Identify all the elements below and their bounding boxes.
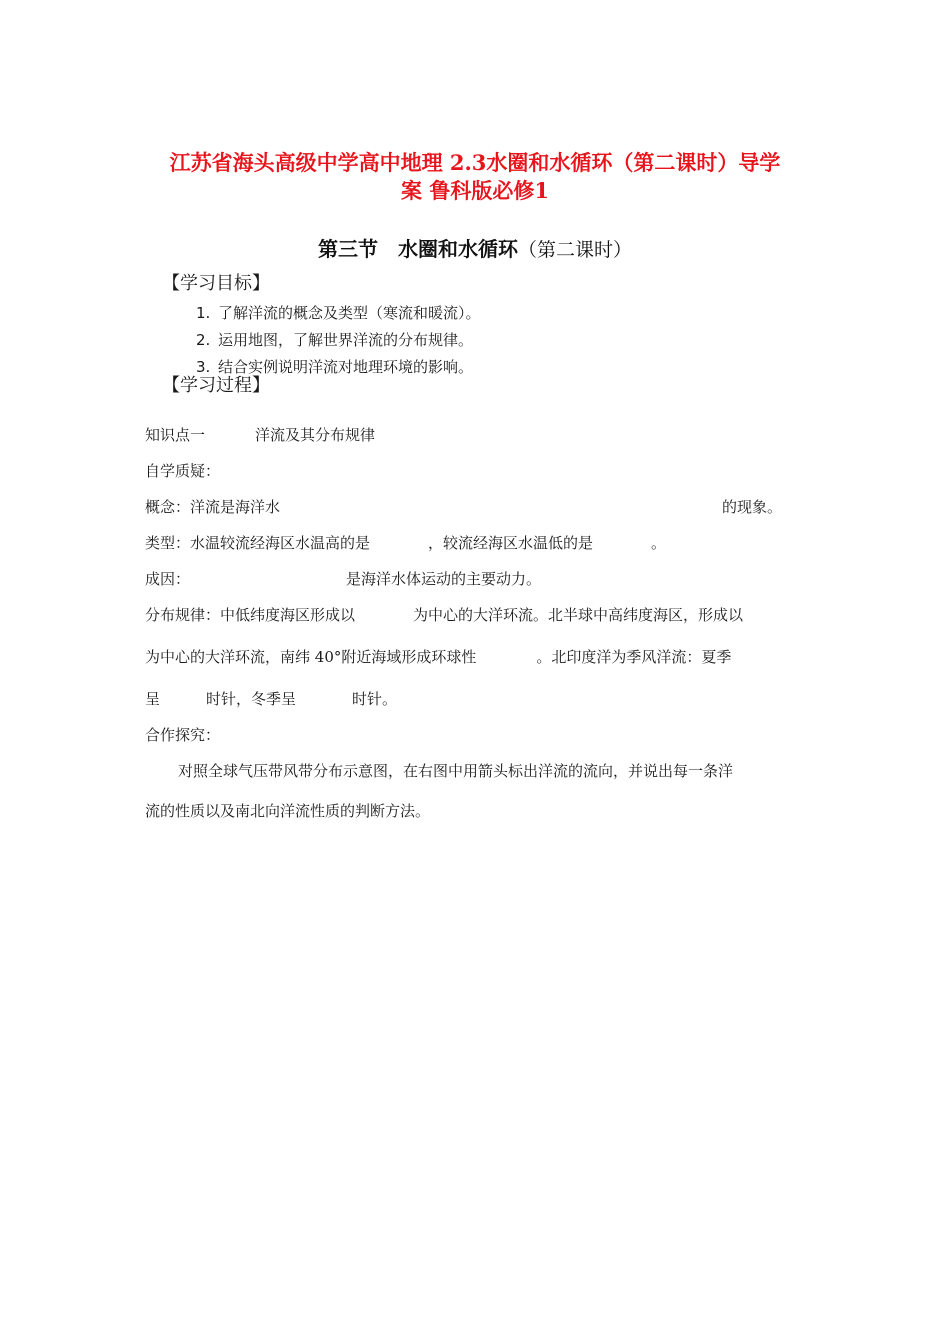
self-study-label: 自学质疑： [145, 462, 221, 480]
objective-item: 3. 结合实例说明洋流对地理环境的影响。 [196, 358, 474, 376]
objectives-heading: 【学习目标】 [162, 273, 270, 294]
type-line: 类型：水温较流经海区水温高的是 ，较流经海区水温低的是 。 [145, 534, 667, 552]
distribution-line-2: 为中心的大洋环流，南纬 40°附近海域形成环球性 。北印度洋为季风洋流：夏季 [145, 648, 732, 666]
distribution-line-1: 分布规律：中低纬度海区形成以 为中心的大洋环流。北半球中高纬度海区，形成以 [145, 606, 744, 624]
section-heading-main: 第三节 水圈和水循环 [317, 237, 518, 261]
objectives-list [196, 300, 662, 381]
cooperation-text-line-1: 对照全球气压带风带分布示意图，在右图中用箭头标出洋流的流向，并说出每一条洋 [178, 762, 734, 780]
section-heading-period: （第二课时） [517, 239, 632, 261]
knowledge-point-line [145, 424, 375, 446]
objective-item: 2. 运用地图，了解世界洋流的分布规律。 [196, 331, 474, 349]
concept-line: 概念：洋流是海洋水 [145, 498, 281, 516]
document-title-line-2: 案 鲁科版必修1 [401, 178, 549, 203]
document-title-line-1: 江苏省海头高级中学高中地理 2.3水圈和水循环（第二课时）导学 [169, 150, 781, 175]
objective-item: 1. 了解洋流的概念及类型（寒流和暖流）。 [196, 304, 481, 322]
knowledge-point-label: 知识点一 [145, 426, 206, 444]
learning-objectives [162, 270, 662, 381]
knowledge-point-title: 洋流及其分布规律 [255, 426, 376, 444]
process-heading: 【学习过程】 [162, 375, 270, 396]
concept-suffix: 的现象。 [722, 498, 783, 516]
cause-line: 成因： 是海洋水体运动的主要动力。 [145, 570, 542, 588]
section-heading [140, 234, 810, 265]
cooperation-heading: 合作探究： [145, 726, 221, 744]
cooperation-text-line-2: 流的性质以及南北向洋流性质的判断方法。 [145, 802, 431, 820]
distribution-line-3: 呈 时针，冬季呈 时针。 [145, 690, 398, 708]
